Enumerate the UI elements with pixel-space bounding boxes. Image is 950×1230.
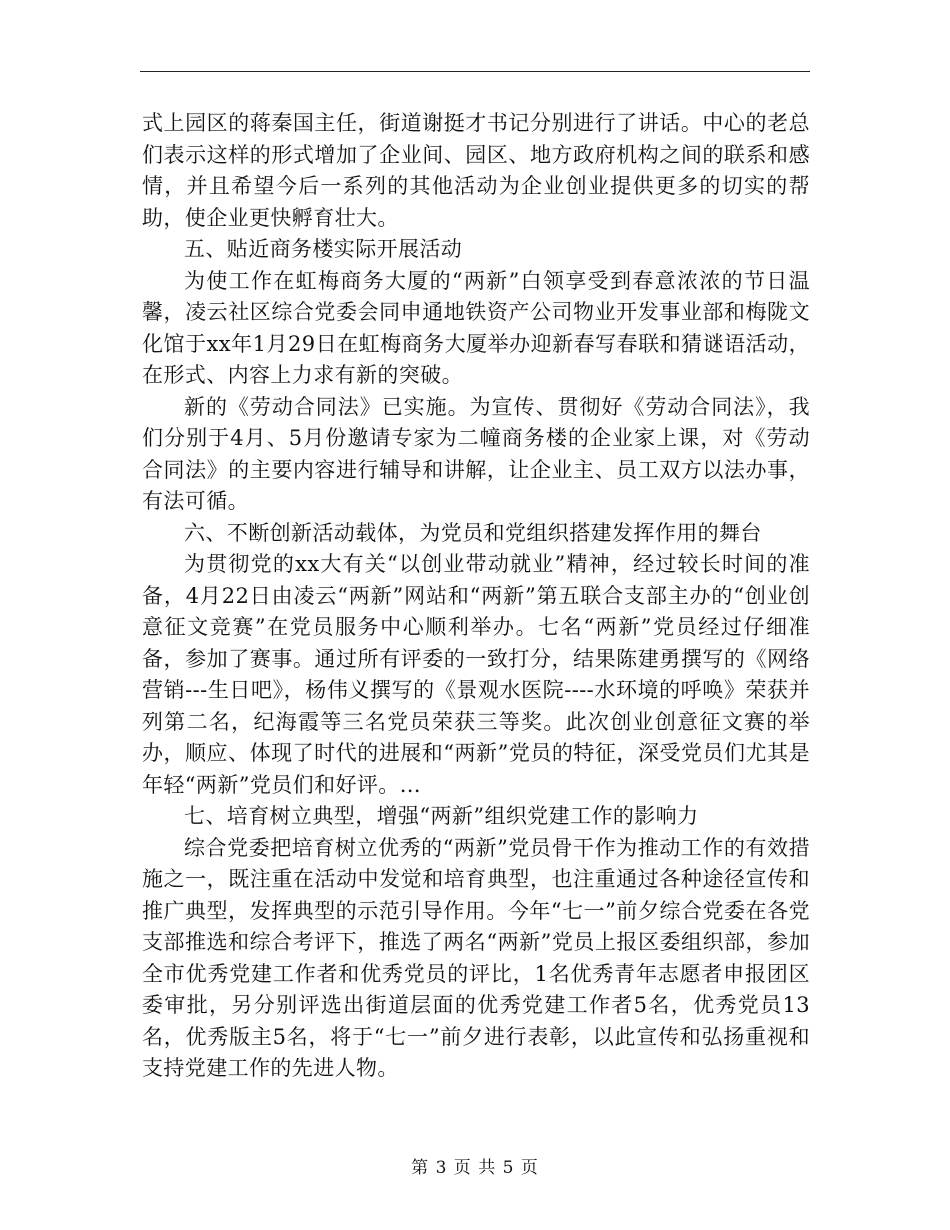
paragraph-model-cultivation: 综合党委把培育树立优秀的“两新”党员骨干作为推动工作的有效措施之一，既注重在活动中发觉和培育典型，也注重通过各种途径宣传和推广典型，发挥典型的示范引导作用。今年“七一”前夕综合党委在各党支部推选和综合考评下，推选了两名“两新”党员上报区委组织部，参加全市优秀党建工作者和优秀党员的评比，1名优秀青年志愿者申报团区委审批，另分别评选出街道层面的优秀党建工作者5名，优秀党员13名，优秀版主5名，将于“七一”前夕进行表彰，以此宣传和弘扬重视和支持党建工作的先进人物。: [142, 835, 810, 1080]
page-number-footer: 第 3 页 共 5 页: [411, 1158, 539, 1178]
paragraph-spring-festival-event: 为使工作在虹梅商务大厦的“两新”白领享受到春意浓浓的节日温馨，凌云社区综合党委会同申通地铁资产公司物业开发事业部和梅陇文化馆于xx年1月29日在虹梅商务大厦举办迎新春写春联和猜谜语活动，在形式、内容上力求有新的突破。: [142, 268, 810, 387]
paragraph-labor-contract-law: 新的《劳动合同法》已实施。为宣传、贯彻好《劳动合同法》，我们分别于4月、5月份邀请专家为二幢商务楼的企业家上课，对《劳动合同法》的主要内容进行辅导和讲解，让企业主、员工双方以法办事，有法可循。: [142, 394, 810, 513]
section-heading-5: 五、贴近商务楼实际开展活动: [184, 237, 463, 261]
header-rule: [140, 71, 810, 72]
section-heading-7: 七、培育树立典型，增强“两新”组织党建工作的影响力: [184, 804, 699, 828]
paragraph-essay-contest: 为贯彻党的xx大有关“以创业带动就业”精神，经过较长时间的准备，4月22日由凌云“两新”网站和“两新”第五联合支部主办的“创业创意征文竞赛”在党员服务中心顺利举办。七名“两新”党员经过仔细准备，参加了赛事。通过所有评委的一致打分，结果陈建勇撰写的《网络营销---生日吧》，杨伟义撰写的《景观水医院----水环境的呼唤》荣获并列第二名，纪海霞等三名党员荣获三等奖。此次创业创意征文赛的举办，顺应、体现了时代的进展和“两新”党员的特征，深受党员们尤其是年轻“两新”党员们和好评。…: [142, 552, 810, 797]
paragraph-speech-continuation: 式上园区的蒋秦国主任，街道谢挺才书记分别进行了讲话。中心的老总们表示这样的形式增加了企业间、园区、地方政府机构之间的联系和感情，并且希望今后一系列的其他活动为企业创业提供更多的切实的帮助，使企业更快孵育壮大。: [142, 111, 810, 230]
document-body: [142, 108, 810, 1085]
section-heading-6: 六、不断创新活动载体，为党员和党组织搭建发挥作用的舞台: [184, 520, 762, 545]
